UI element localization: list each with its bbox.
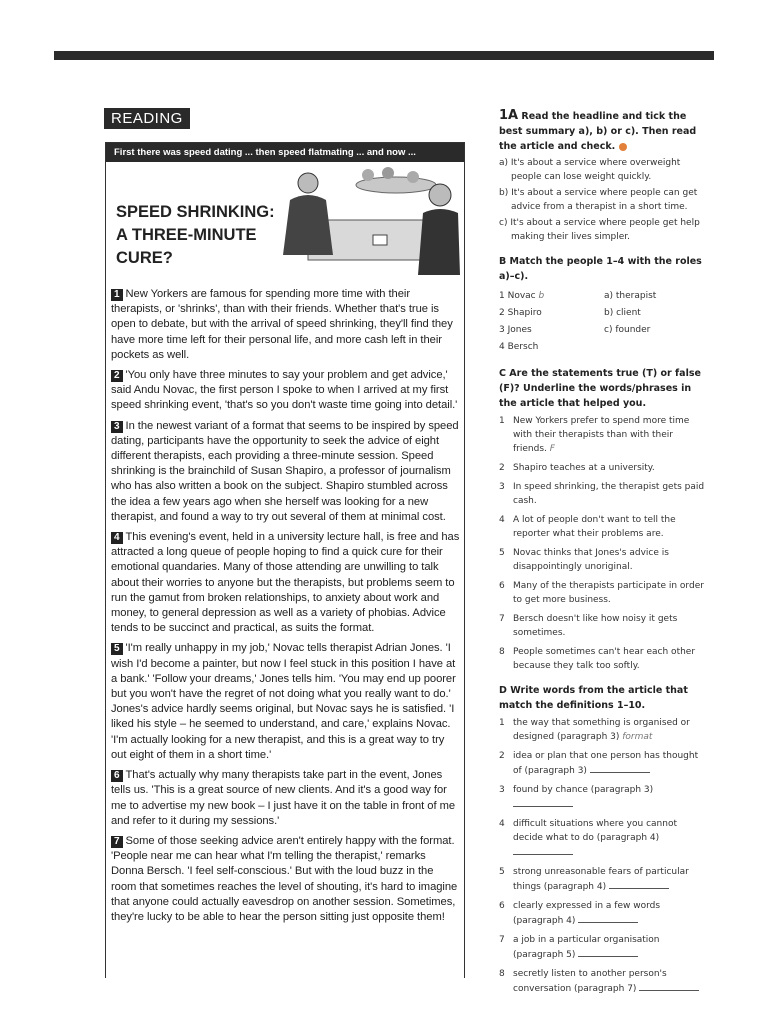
item-number: 7 — [499, 935, 505, 945]
item-number: 6 — [499, 581, 505, 591]
exercise-a-number: 1A — [499, 108, 519, 123]
role-item: a) therapist — [604, 291, 657, 301]
article-headline — [116, 201, 276, 270]
answer-blank — [578, 947, 638, 957]
exercise-c-list — [499, 414, 709, 673]
statement-item — [499, 612, 709, 640]
article-paragraph: 7 Some of those seeking advice aren't entirely happy with the format. 'People near me can hear what I'm telling the therapist,' remarks Donna Bersch. 'I feel self-conscious.' But with the loud buzz in the room that sometimes reaches the level of shouting, it's hard to imagine that anyone could actually eavesdrop on another session. Sometimes, they're lucky to be able to hear the person sitting just opposite them! — [111, 834, 458, 923]
definition-item — [499, 817, 709, 860]
statement-item — [499, 645, 709, 673]
answer-blank — [578, 913, 638, 923]
article-body — [111, 287, 461, 930]
person-item: 1 Novac b — [499, 291, 545, 301]
person-item: 2 Shapiro — [499, 308, 542, 318]
handwritten-answer: format — [622, 732, 653, 742]
article-paragraph: 1 New Yorkers are famous for spending more time with their therapists, or 'shrinks', than with their friends. Whether that's true is open to debate, but with the arrival of speed shrinking, they'll find they have more time left for their personal life, and more cash left in their pockets as well. — [111, 288, 453, 361]
item-number: 5 — [499, 867, 505, 877]
statement-text: Novac thinks that Jones's advice is disappointingly unoriginal. — [513, 548, 669, 572]
answer-blank — [590, 763, 650, 773]
answer-blank — [639, 981, 699, 991]
paragraph-number: 6 — [111, 770, 123, 782]
statement-item — [499, 579, 709, 607]
illustration-image — [278, 165, 460, 283]
item-number: 1 — [499, 718, 505, 728]
exercise-a-instructions: Read the headline and tick the best summary a), b) or c). Then read the article and check. — [499, 111, 697, 152]
exercise-b-title: B Match the people 1–4 with the roles a)–c). — [499, 256, 702, 282]
statement-text: In speed shrinking, the therapist gets paid cash. — [513, 482, 705, 506]
option-item: a) It's about a service where overweight people can lose weight quickly. — [499, 158, 681, 182]
section-badge: READING — [104, 108, 190, 129]
exercise-a-title — [499, 108, 709, 154]
article-paragraph: 6 That's actually why many therapists take part in the event, Jones tells us. 'This is a great source of new clients. And it's a good way for me to advertise my new book – I just have it on the table in front of me and refer to it during my sessions.' — [111, 769, 456, 827]
answer-blank — [513, 845, 573, 855]
statement-item — [499, 461, 709, 475]
paragraph-number: 1 — [111, 289, 123, 301]
role-item: c) founder — [604, 325, 651, 335]
statement-text: Many of the therapists participate in order to get more business. — [513, 581, 704, 605]
item-number: 5 — [499, 548, 505, 558]
headline-strip: First there was speed dating ... then speed flatmating ... and now ... — [106, 143, 464, 162]
definition-item — [499, 967, 709, 996]
paragraph-number: 7 — [111, 836, 123, 848]
definition-text: a job in a particular organisation (paragraph 5) — [513, 935, 660, 960]
role-item: b) client — [604, 308, 641, 318]
handwritten-answer: F — [549, 444, 555, 454]
definition-item — [499, 865, 709, 894]
role-item — [604, 339, 709, 356]
item-number: 4 — [499, 515, 505, 525]
item-number: 3 — [499, 482, 505, 492]
definition-text: clearly expressed in a few words (paragraph 4) — [513, 901, 661, 926]
headline-line: SPEED SHRINKING: — [116, 203, 275, 221]
paragraph-number: 2 — [111, 370, 123, 382]
statement-text: Shapiro teaches at a university. — [513, 463, 655, 473]
definition-text: idea or plan that one person has thought of (paragraph 3) — [513, 751, 699, 776]
article-paragraph: 5 'I'm really unhappy in my job,' Novac tells therapist Adrian Jones. 'I wish I'd become a painter, but now I feel stuck in this position I have at a bank.' 'Follow your dreams,' Jones tells him. 'You may end up poorer but you won't have the regret of not doing what you really want to do.' Jones's advice hardly seems original, but Novac says he is satisfied. 'I liked his style – he seemed to understand, and care,' explains Novac. 'I'm actually looking for a new therapist, and this is a great way to try out eight of them in a short time.' — [111, 642, 456, 761]
exercise-d-list — [499, 716, 709, 996]
answer-blank — [609, 879, 669, 889]
statement-item — [499, 546, 709, 574]
exercise-b-grid — [499, 288, 709, 356]
definition-item — [499, 716, 709, 744]
statement-item — [499, 414, 709, 456]
statement-text: A lot of people don't want to tell the reporter what their problems are. — [513, 515, 676, 539]
paragraph-number: 3 — [111, 421, 123, 433]
person-item: 3 Jones — [499, 325, 532, 335]
item-number: 6 — [499, 901, 505, 911]
definition-item — [499, 749, 709, 778]
statement-item — [499, 513, 709, 541]
item-number: 4 — [499, 819, 505, 829]
person-item: 4 Bersch — [499, 342, 539, 352]
paragraph-number: 4 — [111, 532, 123, 544]
definition-item — [499, 783, 709, 812]
option-item: c) It's about a service where people get help making their lives simpler. — [499, 218, 700, 242]
exercise-c-title: C Are the statements true (T) or false (F)? Underline the words/phrases in the article that helped you. — [499, 368, 701, 409]
item-number: 1 — [499, 416, 505, 426]
item-number: 8 — [499, 647, 505, 657]
exercise-d-title: D Write words from the article that match the definitions 1–10. — [499, 685, 688, 711]
article-paragraph: 3 In the newest variant of a format that seems to be inspired by speed dating, participants have the opportunity to seek the advice of eight different therapists, each providing a three-minute session. Speed shrinking is the brainchild of Susan Shapiro, a professor of journalism who has also written a book on the subject. Shapiro stumbled across the idea a few years ago when she herself was looking for a new therapist, and found a way to try out several of them at minimal cost. — [111, 419, 459, 523]
definition-text: strong unreasonable fears of particular things (paragraph 4) — [513, 867, 689, 892]
statement-text: New Yorkers prefer to spend more time with their therapists than with their friends. F — [513, 416, 690, 454]
article-paragraph: 2 'You only have three minutes to say your problem and get advice,' said Andu Novac, the first person I spoke to when I arrived at my first speed shrinking event, 'that's so you don't waste time going into detail.' — [111, 369, 458, 412]
headline-line: A THREE-MINUTE — [116, 226, 257, 244]
article-column — [105, 142, 465, 978]
headline-line: CURE? — [116, 249, 173, 267]
definition-text: the way that something is organised or designed (paragraph 3) format — [513, 718, 690, 742]
handwritten-answer: b — [538, 291, 545, 301]
exercise-column — [499, 108, 709, 1001]
top-bar — [54, 51, 714, 60]
definition-text: found by chance (paragraph 3) — [513, 783, 709, 812]
paragraph-number: 5 — [111, 643, 123, 655]
definition-text: secretly listen to another person's conversation (paragraph 7) — [513, 967, 709, 996]
answer-blank — [513, 797, 573, 807]
item-number: 2 — [499, 463, 505, 473]
definition-text: difficult situations where you cannot decide what to do (paragraph 4) — [513, 817, 709, 860]
article-paragraph: 4 This evening's event, held in a university lecture hall, is free and has attracted a long queue of people hoping to find a quick cure for their emotional quandaries. Many of those attending are unwilling to talk about their worries to anyone but the therapists, but problems seem to run the gamut from broken relationships, to anxiety about work and money, to general depression as well as a variety of phobias. Advice tends to be succinct and practical, as suits the format. — [111, 531, 460, 635]
item-number: 7 — [499, 614, 505, 624]
exercise-a-options — [499, 156, 709, 244]
definition-item — [499, 899, 709, 928]
option-item: b) It's about a service where people can get advice from a therapist in a short time. — [499, 188, 698, 212]
item-number: 8 — [499, 969, 505, 979]
statement-text: People sometimes can't hear each other because they talk too softly. — [513, 647, 696, 671]
statement-item — [499, 480, 709, 508]
statement-text: Bersch doesn't like how noisy it gets sometimes. — [513, 614, 678, 638]
item-number: 3 — [499, 785, 505, 795]
item-number: 2 — [499, 751, 505, 761]
tick-mark-icon — [619, 143, 627, 151]
definition-item — [499, 933, 709, 962]
